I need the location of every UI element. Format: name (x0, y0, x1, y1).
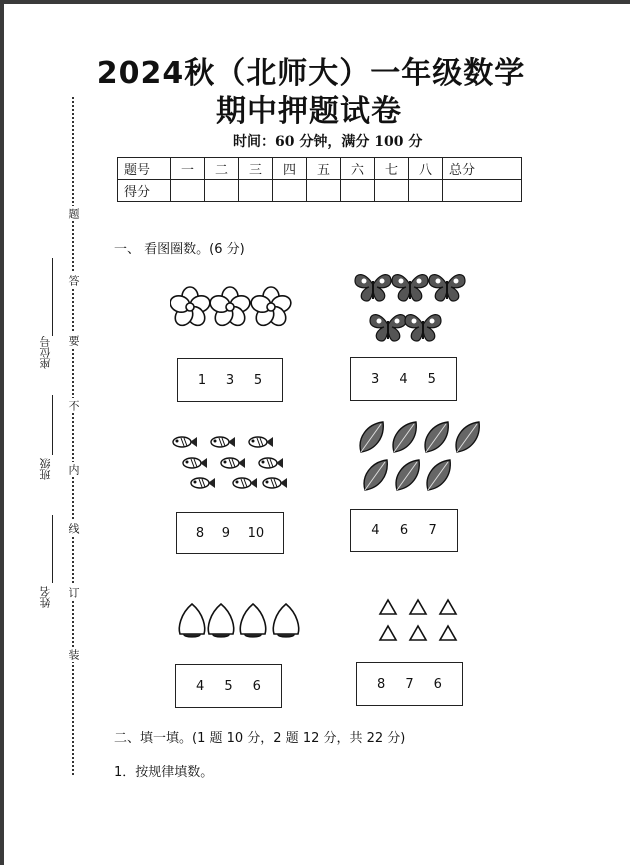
score-table (117, 157, 522, 202)
score-table-cell: 三 (239, 158, 273, 180)
answer-option[interactable]: 3 (371, 371, 380, 387)
exam-time-score: 时间：60 分钟，满分 100 分 (233, 134, 423, 150)
score-input-cell[interactable] (341, 180, 375, 202)
answer-option[interactable]: 5 (224, 678, 233, 694)
answer-option[interactable]: 4 (196, 678, 205, 694)
flower-icon (170, 284, 295, 330)
score-input-cell[interactable] (443, 180, 522, 202)
answer-option[interactable]: 1 (197, 372, 207, 388)
leaf-icon (355, 420, 485, 496)
class-line (52, 395, 53, 455)
binding-char: 装 (67, 649, 80, 660)
answer-option[interactable]: 6 (399, 523, 409, 538)
score-table-cell: 四 (273, 158, 307, 180)
triangle-icon (378, 598, 462, 644)
score-table-cell: 题号 (118, 158, 171, 180)
score-table-cell: 一 (171, 158, 205, 180)
question-2-1: 1．按规律填数。 (114, 765, 214, 780)
answer-choices-box (350, 509, 458, 552)
binding-char: 订 (67, 587, 80, 598)
score-table-cell: 得分 (118, 180, 171, 202)
name-line (52, 515, 53, 583)
score-input-cell[interactable] (273, 180, 307, 202)
score-table-cell: 六 (341, 158, 375, 180)
score-input-cell[interactable] (205, 180, 239, 202)
exam-title-line1: 2024秋（北师大）一年级数学 (96, 56, 526, 91)
binding-char: 题 (67, 208, 80, 219)
fish-icon (168, 432, 288, 494)
score-input-cell[interactable] (375, 180, 409, 202)
score-table-cell: 总分 (443, 158, 522, 180)
class-label: 班级 (39, 458, 52, 480)
score-input-cell[interactable] (171, 180, 205, 202)
name-label: 姓名 (39, 586, 52, 608)
score-table-cell: 八 (409, 158, 443, 180)
answer-option[interactable]: 5 (253, 372, 263, 388)
answer-option[interactable]: 6 (252, 678, 261, 694)
answer-choices-box (177, 358, 283, 402)
answer-option[interactable]: 9 (221, 525, 230, 541)
answer-option[interactable]: 4 (399, 371, 408, 387)
score-table-cell: 五 (307, 158, 341, 180)
binding-char: 要 (67, 335, 80, 346)
answer-choices-box (175, 664, 282, 708)
binding-char: 不 (67, 400, 80, 411)
answer-option[interactable]: 7 (405, 676, 414, 692)
peach-icon (176, 600, 306, 640)
answer-option[interactable]: 7 (428, 523, 437, 538)
answer-option[interactable]: 5 (427, 371, 436, 387)
binding-char: 内 (67, 464, 80, 475)
section2-heading: 二、填一填。(1 题 10 分，2 题 12 分，共 22 分) (114, 731, 406, 746)
answer-choices-box (176, 512, 284, 554)
answer-choices-box (350, 357, 457, 401)
binding-dotted-line (72, 97, 74, 775)
answer-option[interactable]: 8 (377, 676, 386, 692)
answer-option[interactable]: 4 (371, 523, 380, 538)
score-input-cell[interactable] (409, 180, 443, 202)
score-table-score-row (118, 180, 522, 202)
binding-char: 线 (67, 523, 80, 534)
score-table-cell: 七 (375, 158, 409, 180)
score-input-cell[interactable] (307, 180, 341, 202)
answer-option[interactable]: 6 (433, 676, 442, 692)
exam-title-line2: 期中押题试卷 (216, 94, 402, 129)
page-edge-top (0, 0, 630, 4)
score-input-cell[interactable] (239, 180, 273, 202)
answer-option[interactable]: 8 (195, 525, 205, 541)
score-table-header-row (118, 158, 522, 180)
butterfly-icon (353, 265, 468, 350)
seat-number-line (52, 258, 53, 336)
seat-number-label: 座位号 (39, 336, 52, 369)
answer-option[interactable]: 3 (225, 372, 235, 388)
answer-option[interactable]: 10 (247, 525, 265, 541)
section1-heading: 一、 看图圈数。(6 分) (114, 242, 245, 257)
answer-choices-box (356, 662, 463, 706)
score-table-cell: 二 (205, 158, 239, 180)
binding-char: 答 (67, 275, 80, 286)
